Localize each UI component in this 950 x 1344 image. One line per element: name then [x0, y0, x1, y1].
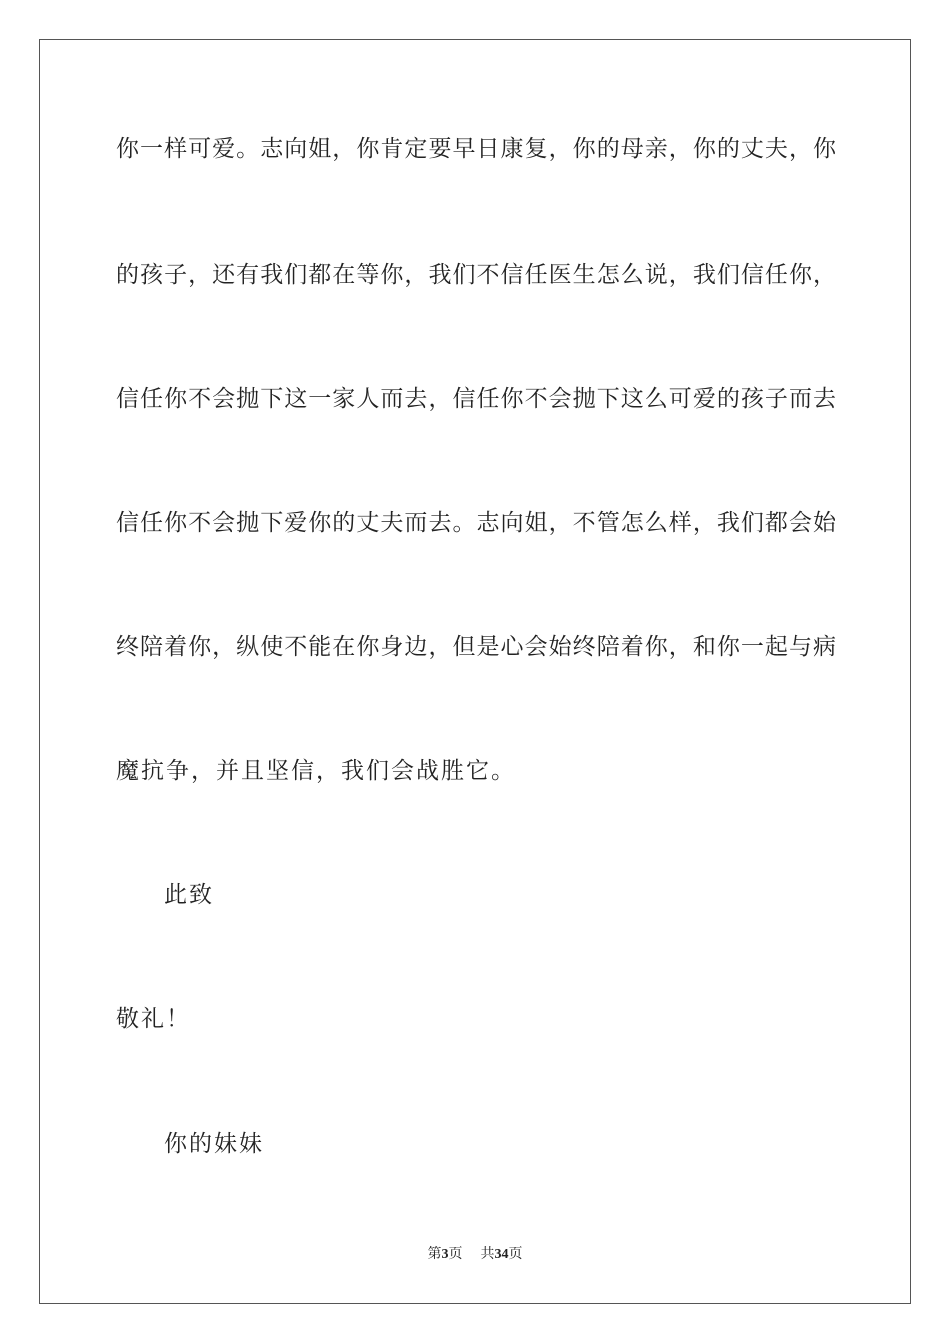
body-line-6: 魔抗争，并且坚信，我们会战胜它。	[116, 758, 516, 784]
total-suffix: 页	[508, 1247, 523, 1262]
page-prefix: 第	[427, 1247, 442, 1262]
body-line-3: 信任你不会抛下这一家人而去，信任你不会抛下这么可爱的孩子而去	[116, 386, 836, 412]
signature-text: 你的妹妹	[164, 1131, 264, 1157]
body-line-4: 信任你不会抛下爱你的丈夫而去。志向姐，不管怎么样，我们都会始	[116, 510, 836, 536]
body-line-2: 的孩子，还有我们都在等你，我们不信任医生怎么说，我们信任你，	[116, 262, 836, 288]
page-frame	[39, 39, 911, 1304]
page-suffix: 页	[448, 1247, 463, 1262]
total-prefix: 共	[480, 1247, 495, 1262]
body-line-5: 终陪着你，纵使不能在你身边，但是心会始终陪着你，和你一起与病	[116, 634, 836, 660]
closing-text: 此致	[164, 882, 214, 908]
page-number: 3	[441, 1247, 449, 1262]
page-footer	[0, 1245, 950, 1265]
body-line-1: 你一样可爱。志向姐，你肯定要早日康复，你的母亲，你的丈夫，你	[116, 136, 836, 162]
total-pages: 34	[494, 1247, 509, 1262]
salute-text: 敬礼！	[116, 1006, 191, 1032]
